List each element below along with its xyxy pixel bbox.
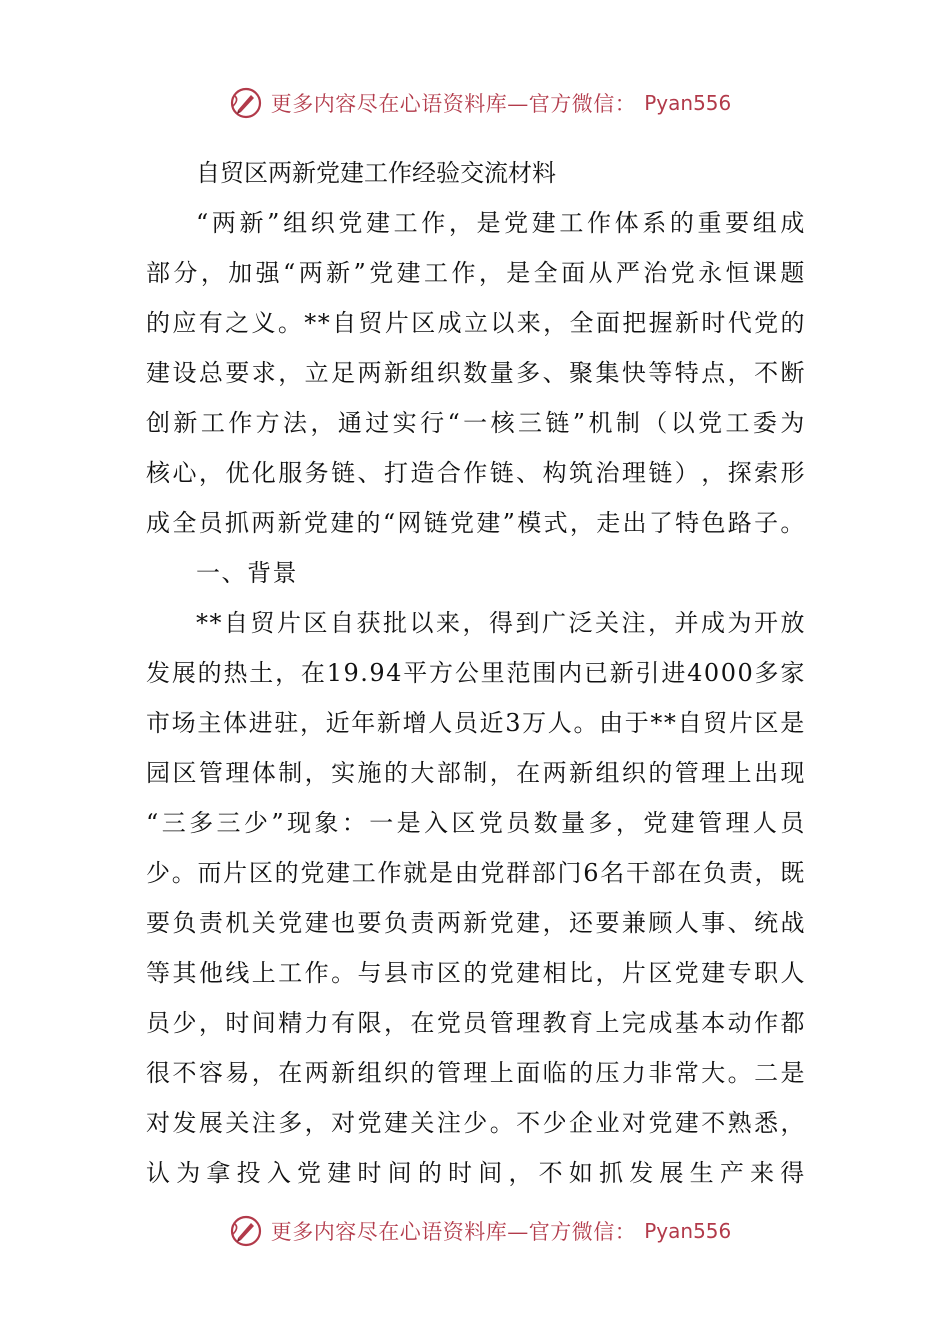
pen-circle-logo-icon	[229, 86, 263, 120]
text-line: “ 三 多 三 少 ” 现 象 ： 一 是 入 区 党 员 数 量 多 ， 党 建 管 理 人 员	[146, 809, 806, 837]
text-line: 很 不 容 易 ， 在 两 新 组 织 的 管 理 上 面 临 的 压 力 非 常 大 。 二 是	[146, 1059, 806, 1087]
document-title: 自贸区两新党建工作经验交流材料	[196, 159, 556, 187]
text-line: 创 新 工 作 方 法 ， 通 过 实 行 “ 一 核 三 链 ” 机 制 （ 以 党 工 委 为	[146, 409, 806, 437]
paragraph-background	[146, 598, 806, 1198]
document-body	[146, 148, 806, 1198]
text-line: 园 区 管 理 体 制 ， 实 施 的 大 部 制 ， 在 两 新 组 织 的 管 理 上 出 现	[146, 759, 806, 787]
text-line: 等 其 他 线 上 工 作 。 与 县 市 区 的 党 建 相 比 ， 片 区 党 建 专 职 人	[146, 959, 806, 987]
text-line: 市 场 主 体 进 驻 ， 近 年 新 增 人 员 近 3 万 人 。 由 于 ** 自 贸 片 区 是	[146, 709, 806, 737]
text-line: 员 少 ， 时 间 精 力 有 限 ， 在 党 员 管 理 教 育 上 完 成 基 本 动 作 都	[146, 1009, 806, 1037]
text-line: 建 设 总 要 求 ， 立 足 两 新 组 织 数 量 多 、 聚 集 快 等 特 点 ， 不 断	[146, 359, 806, 387]
banner-text: 更多内容尽在心语资料库—官方微信：	[270, 1220, 637, 1244]
text-line: 部 分 ， 加 强 “ 两 新 ” 党 建 工 作 ， 是 全 面 从 严 治 党 永 恒 课 题	[146, 259, 806, 287]
banner-text: 更多内容尽在心语资料库—官方微信：	[270, 92, 637, 116]
banner-wechat-id: Pyan556	[644, 1219, 732, 1243]
banner-wechat-id: Pyan556	[644, 91, 732, 115]
text-line: 的 应 有 之 义 。 ** 自 贸 片 区 成 立 以 来 ， 全 面 把 握 新 时 代 党 的	[146, 309, 806, 337]
text-line: 成 全 员 抓 两 新 党 建 的 “ 网 链 党 建 ” 模 式 ， 走 出 了 特 色 路 子 。	[146, 509, 806, 537]
section-heading-background	[146, 548, 806, 598]
paragraph-intro	[146, 198, 806, 548]
footer-banner	[0, 1208, 950, 1254]
text-line: “ 两 新 ” 组 织 党 建 工 作 ， 是 党 建 工 作 体 系 的 重 要 组 成	[196, 209, 806, 237]
section-heading: 一、背景	[196, 559, 298, 587]
text-line: 发 展 的 热 土 ， 在 19.94 平 方 公 里 范 围 内 已 新 引 进 4000 多 家	[146, 659, 806, 687]
text-line: 核 心 ， 优 化 服 务 链 、 打 造 合 作 链 、 构 筑 治 理 链 ） ， 探 索 形	[146, 459, 806, 487]
pen-circle-logo-icon	[229, 1214, 263, 1248]
text-line: 少 。 而 片 区 的 党 建 工 作 就 是 由 党 群 部 门 6 名 干 部 在 负 责 ， 既	[146, 859, 806, 887]
header-banner-content	[229, 86, 732, 120]
text-line: 认 为 拿 投 入 党 建 时 间 的 时 间 ， 不 如 抓 发 展 生 产 来 得	[146, 1159, 806, 1187]
text-line: 对 发 展 关 注 多 ， 对 党 建 关 注 少 。 不 少 企 业 对 党 建 不 熟 悉 ，	[146, 1109, 806, 1137]
text-line: ** 自 贸 片 区 自 获 批 以 来 ， 得 到 广 泛 关 注 ， 并 成 为 开 放	[196, 609, 806, 637]
footer-banner-content	[229, 1214, 732, 1248]
header-banner	[0, 80, 950, 126]
text-line: 要 负 责 机 关 党 建 也 要 负 责 两 新 党 建 ， 还 要 兼 顾 人 事 、 统 战	[146, 909, 806, 937]
